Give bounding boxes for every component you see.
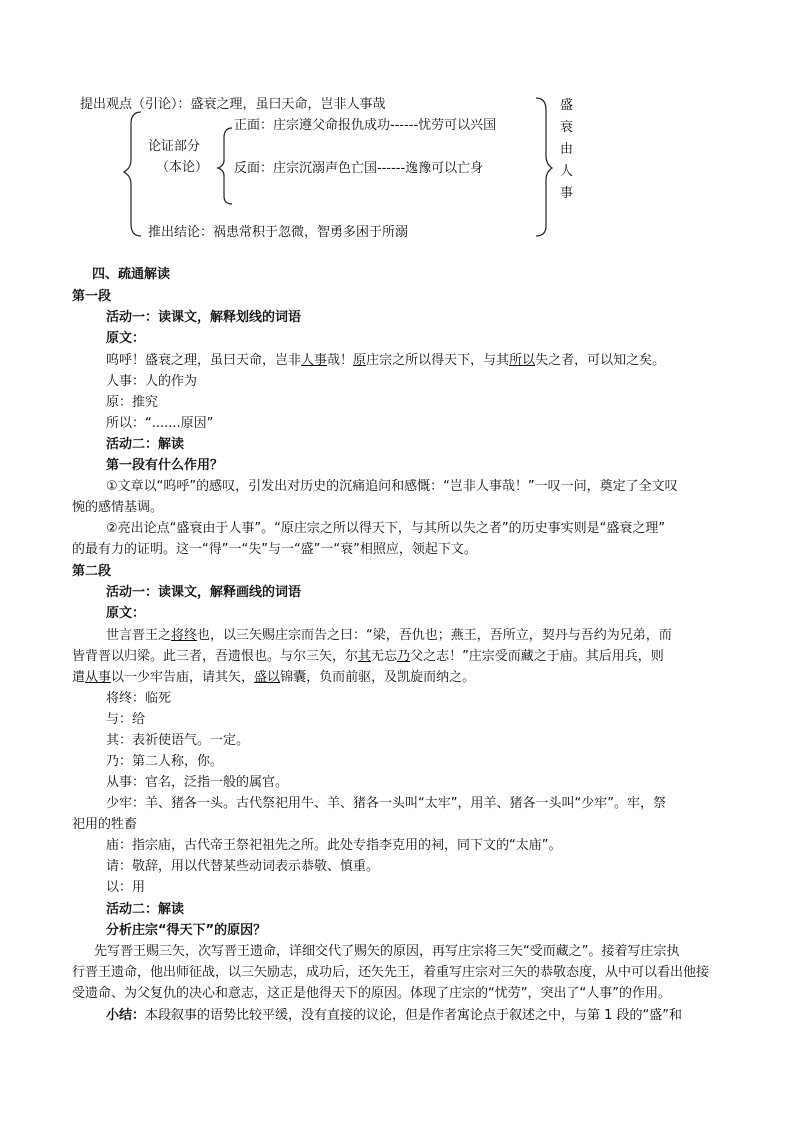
gloss-item: 所以：“.......原因” bbox=[106, 416, 214, 431]
gloss-item: 人事：人的作为 bbox=[106, 374, 198, 389]
para2-original-line: 世言晋王之将终也，以三矢赐庄宗而告之曰：“梁，吾仇也；燕王，吾所立，契丹与吾约为兄弟，而 bbox=[106, 628, 672, 643]
para2-summary: 小结：本段叙事的语势比较平缓，没有直接的议论，但是作者寓论点于叙述之中，与第 1 段的“盛”和 bbox=[106, 1008, 683, 1023]
para1-answer2-cont: 的最有力的证明。这一“得”一“失”与一“盛”一“衰”相照应，领起下文。 bbox=[72, 542, 477, 557]
underlined-word: 原 bbox=[353, 353, 367, 368]
para2-original-line: 遣从事以一少牢告庙，请其矢，盛以锦囊，负而前驱，及凯旋而纳之。 bbox=[72, 670, 476, 685]
underlined-word: 乃 bbox=[397, 649, 411, 664]
para2-question: 分析庄宗“得天下”的原因？ bbox=[106, 923, 267, 938]
outline-intro: 提出观点（引论）：盛衰之理，虽曰天命，岂非人事哉 bbox=[80, 97, 386, 112]
para2-answer: 先写晋王赐三矢，次写晋王遗命，详细交代了赐矢的原因，再写庄宗将三矢“受而藏之”。接着写庄宗执 bbox=[94, 944, 680, 959]
para2-activity1: 活动一：读课文，解释画线的词语 bbox=[106, 585, 302, 600]
outline-conclusion: 推出结论：祸患常积于忽微，智勇多困于所溺 bbox=[148, 225, 409, 240]
gloss-item: 与：给 bbox=[106, 712, 146, 727]
outline-body-sublabel: （本论） bbox=[156, 160, 209, 175]
para2-answer-cont: 受遗命、为父复仇的决心和意志，这正是他得天下的原因。体现了庄宗的“忧劳”，突出了“人事”的作用。 bbox=[72, 986, 671, 1001]
para2-original-label: 原文： bbox=[106, 606, 146, 621]
theme-char: 由 bbox=[560, 142, 574, 157]
theme-char: 盛 bbox=[560, 98, 574, 113]
para1-activity2: 活动二：解读 bbox=[106, 437, 185, 452]
outline-body-label: 论证部分 bbox=[148, 139, 201, 154]
gloss-item-cont: 祀用的牲畜 bbox=[72, 817, 138, 832]
outline-positive: 正面：庄宗遵父命报仇成功------忧劳可以兴国 bbox=[234, 118, 497, 133]
para1-original-label: 原文： bbox=[106, 331, 146, 346]
para2-activity2: 活动二：解读 bbox=[106, 902, 185, 917]
gloss-item: 将终：临死 bbox=[106, 691, 172, 706]
para1-question: 第一段有什么作用？ bbox=[106, 458, 224, 473]
para1-answer2: ②亮出论点“盛衰由于人事”。“原庄宗之所以得天下，与其所以失之者”的历史事实则是“盛衰之理” bbox=[106, 521, 666, 536]
gloss-item: 请：敬辞，用以代替某些动词表示恭敬、慎重。 bbox=[106, 859, 380, 874]
underlined-word: 盛以 bbox=[254, 670, 281, 685]
theme-char: 事 bbox=[560, 186, 574, 201]
summary-label: 小结： bbox=[106, 1008, 146, 1023]
underlined-word: 将终 bbox=[171, 628, 198, 643]
gloss-item: 乃：第二人称，你。 bbox=[106, 754, 224, 769]
para1-answer1-cont: 惋的感情基调。 bbox=[72, 500, 164, 515]
theme-char: 衰 bbox=[560, 120, 574, 135]
section-title: 四、疏通解读 bbox=[92, 267, 171, 282]
theme-char: 人 bbox=[560, 164, 574, 179]
underlined-word: 人事 bbox=[301, 353, 328, 368]
underlined-word: 从事 bbox=[85, 670, 112, 685]
underlined-word: 所以 bbox=[509, 353, 536, 368]
gloss-item: 从事：官名，泛指一般的属官。 bbox=[106, 775, 289, 790]
para1-activity1: 活动一：读课文，解释划线的词语 bbox=[106, 310, 302, 325]
para2-heading: 第二段 bbox=[72, 564, 112, 579]
gloss-item: 其：表祈使语气。一定。 bbox=[106, 733, 250, 748]
underlined-word: 其 bbox=[358, 649, 372, 664]
para1-answer1: ①文章以“呜呼”的感叹，引发出对历史的沉痛追问和感慨：“岂非人事哉！”一叹一问，奠定了全文叹 bbox=[106, 479, 678, 494]
para1-heading: 第一段 bbox=[72, 289, 112, 304]
gloss-item: 少牢：羊、猪各一头。古代祭祀用牛、羊、猪各一头叫“太牢”，用羊、猪各一头叫“少牢”。牢，祭 bbox=[106, 796, 666, 811]
para1-original-text: 呜呼！盛衰之理，虽曰天命，岂非人事哉！原庄宗之所以得天下，与其所以失之者，可以知之矣。 bbox=[106, 353, 666, 368]
gloss-item: 以：用 bbox=[106, 880, 146, 895]
para2-original-line: 皆背晋以归梁。此三者，吾遗恨也。与尔三矢，尔其无忘乃父之志！”庄宗受而藏之于庙。其后用兵，则 bbox=[72, 649, 664, 664]
gloss-item: 庙：指宗庙，古代帝王祭祀祖先之所。此处专指李克用的祠，同下文的“太庙”。 bbox=[106, 838, 562, 853]
gloss-item: 原：推究 bbox=[106, 395, 159, 410]
outline-negative: 反面：庄宗沉溺声色亡国------逸豫可以亡身 bbox=[234, 161, 484, 176]
para2-answer-cont: 行晋王遗命，他出师征战，以三矢励志，成功后，还矢先王，着重写庄宗对三矢的恭敬态度，从中可以看出他接 bbox=[72, 965, 710, 980]
